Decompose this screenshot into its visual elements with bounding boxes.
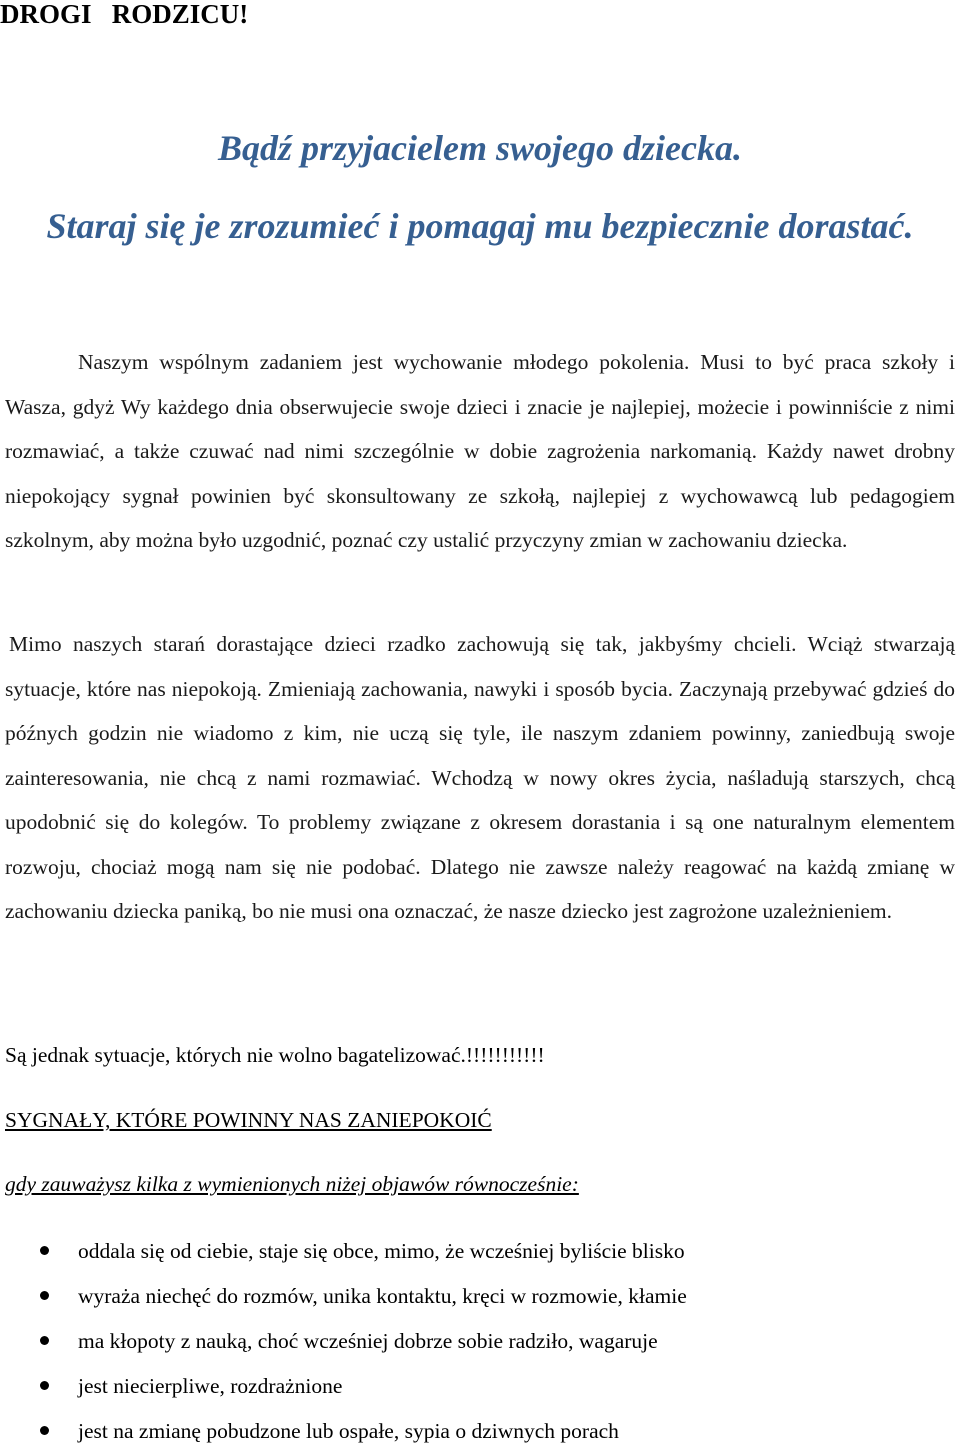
motto-line-2: Staraj się je zrozumieć i pomagaj mu bezpiecznie dorastać. bbox=[46, 206, 914, 246]
motto-line-1: Bądź przyjacielem swojego dziecka. bbox=[218, 128, 742, 168]
situations-note: Są jednak sytuacje, których nie wolno bagatelizować.!!!!!!!!!!! bbox=[5, 1043, 545, 1067]
list-item-text: wyraża niechęć do rozmów, unika kontaktu, kręci w rozmowie, kłamie bbox=[78, 1284, 687, 1308]
bullet-icon bbox=[40, 1426, 49, 1435]
bullet-icon bbox=[40, 1381, 49, 1390]
signals-intro: gdy zauważysz kilka z wymienionych niżej objawów równocześnie: bbox=[5, 1172, 579, 1196]
list-item-text: jest na zmianę pobudzone lub ospałe, sypia o dziwnych porach bbox=[78, 1419, 619, 1443]
paragraph-2 bbox=[5, 622, 955, 934]
list-item-text: ma kłopoty z nauką, choć wcześniej dobrze sobie radziło, wagaruje bbox=[78, 1329, 658, 1353]
paragraph-2-text: Mimo naszych starań dorastające dzieci rzadko zachowują się tak, jakbyśmy chcieli. Wciąż stwarzają sytuacje, które nas niepokoją. Zmieniają zachowania, nawyki i sposób bycia. Zaczynają przebywać gdzieś do późnych godzin nie wiadomo z kim, nie uczą się tyle, ile naszym zdaniem powinny, zaniedbują swoje zainteresowania, nie chcą z nami rozmawiać. Wchodzą w nowy okres życia, naśladują starszych, chcą upodobnić się do kolegów. To problemy związane z okresem dorastania i są one naturalnym elementem rozwoju, chociaż mogą nam się nie podobać. Dlatego nie zawsze należy reagować na każdą zmianę w zachowaniu dziecka paniką, bo nie musi ona oznaczać, że nasze dziecko jest zagrożone uzależnieniem. bbox=[5, 632, 955, 923]
page-heading: DROGI RODZICU! bbox=[0, 0, 249, 29]
signals-heading: SYGNAŁY, KTÓRE POWINNY NAS ZANIEPOKOIĆ bbox=[5, 1108, 492, 1132]
paragraph-1: Naszym wspólnym zadaniem jest wychowanie młodego pokolenia. Musi to być praca szkoły i Wasza, gdyż Wy każdego dnia obserwujecie swoje dzieci i znacie je najlepiej, możecie i powinniście z nimi rozmawiać, a także czuwać nad nimi szczególnie w dobie zagrożenia narkomanią. Każdy nawet drobny niepokojący sygnał powinien być skonsultowany ze szkołą, najlepiej z wychowawcą lub pedagogiem szkolnym, aby można było uzgodnić, poznać czy ustalić przyczyny zmian w zachowaniu dziecka. bbox=[5, 350, 955, 552]
bullet-icon bbox=[40, 1336, 49, 1345]
list-item-text: jest niecierpliwe, rozdrażnione bbox=[78, 1374, 343, 1398]
bullet-icon bbox=[40, 1246, 49, 1255]
list-item-text: oddala się od ciebie, staje się obce, mimo, że wcześniej byliście blisko bbox=[78, 1239, 685, 1263]
bullet-icon bbox=[40, 1291, 49, 1300]
